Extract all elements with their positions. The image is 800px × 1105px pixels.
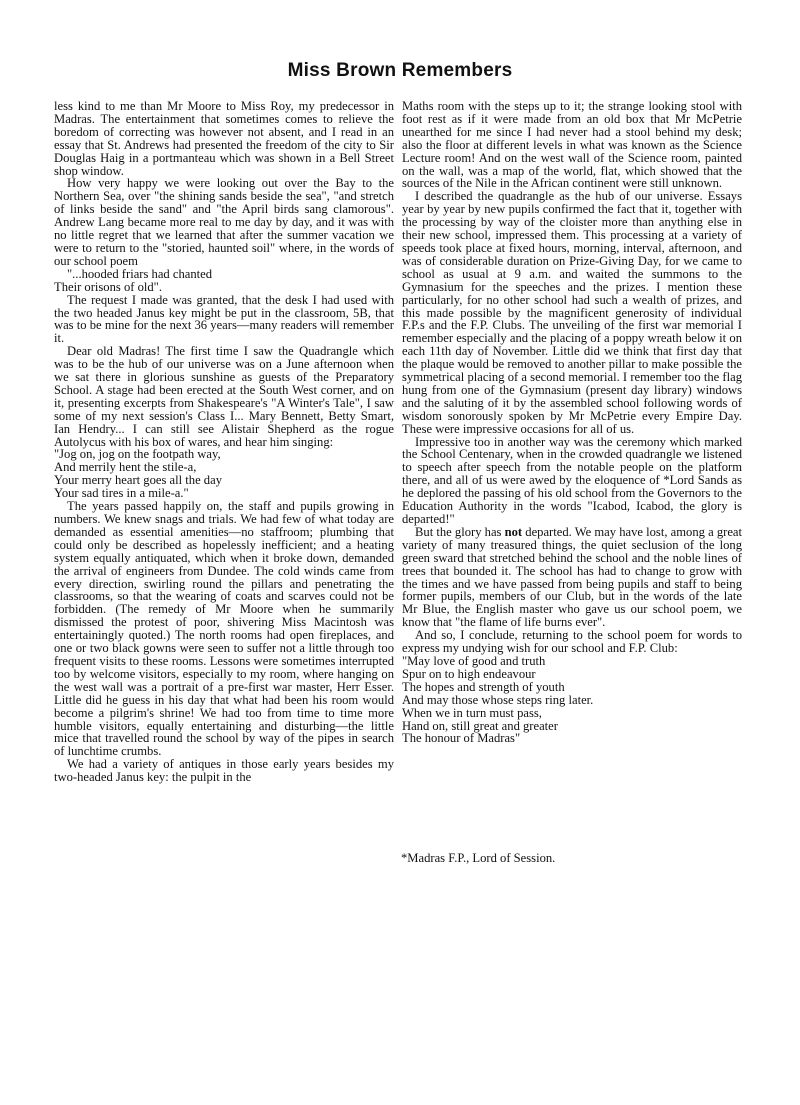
poem-line: Your merry heart goes all the day <box>54 473 222 488</box>
poem-line: And may those whose steps ring later. <box>402 692 594 707</box>
paragraph-text: But the glory has <box>415 524 505 539</box>
paragraph: Impressive too in another way was the ceremony which marked the School Centenary, when in the crowded quadrangle we listened to speech after speech from the notable people on the platform there, and all of us were awed by the eloquence of *Lord Sands as he deplored the passing of his old school from the Governors to the Education Authority in the words "Icabod, Icabod, the glory is departed!" <box>402 434 742 526</box>
paragraph: I described the quadrangle as the hub of our universe. Essays year by year by new pupils confirmed the fact that it, together with the processing by way of the cloister more than anything else in their new school, impressed them. This processing at a variety of speeds took place at fixed hours, morning, interval, afternoon, and was of considerable duration on Prize-Giving Day, for we came to school as usual at 9 a.m. and waited the summons to the Gymnasium for the speeches and the prizes. I mention these particularly, for no other school had such a wealth of prizes, and this made possible by the magnificent generosity of individual F.P.s and the F.P. Clubs. The unveiling of the first war memorial I remember especially and the placing of a poppy wreath below it on each 11th day of November. Little did we think that first day that the plaque would be removed to another pillar to make possible the symmetrical placing of a second memorial. I remember too the flag hung from one of the Gymnasium (present day library) windows and the saluting of it by the assembled school following words of wisdom sonorously spoken by Mr McPetrie every Empire Day. These were impressive occasions for all of us. <box>402 189 742 436</box>
poem-line: The hopes and strength of youth <box>402 679 565 694</box>
paragraph: The request I made was granted, that the desk I had used with the two headed Janus key might be put in the classroom, 5B, that was to be mine for the next 36 years—many readers will remember it. <box>54 292 394 346</box>
poem-line: "Jog on, jog on the footpath way, <box>54 447 221 462</box>
paragraph: The years passed happily on, the staff and pupils growing in numbers. We knew snags and trials. We had few of what today are demanded as essential amenities—no staffroom; plumbing that could only be described as hopelessly inefficient; and a heating system equally antiquated, which when it broke down, demanded the arrival of engineers from Dundee. The cold winds came from every direction, swirling round the pillars and penetrating the classrooms, so that the wearing of coats and scarves could not be forbidden. (The remedy of Mr Moore when he summarily dismissed the protest of poor, shivering Miss Macintosh was entertainingly quoted.) The north rooms had open fireplaces, and one or two black gowns were seen to suffer not a little through too frequent visits to these rooms. Lessons were sometimes interrupted too by welcome visitors, especially to my room, where hanging on the west wall was a portrait of a pre-first war master, Herr Esser. Little did he guess in his day that what had been his room would become a pilgrim's shrine! We had too from time to time more humble visitors, equally entertaining and disturbing—the little mice that travelled round the school by way of the pipes in search of lunchtime crumbs. <box>54 499 394 759</box>
paragraph: We had a variety of antiques in those early years besides my two-headed Janus key: the pulpit in the <box>54 757 394 785</box>
paragraph: Maths room with the steps up to it; the strange looking stool with foot rest as if it were made from an old box that Mr McPetrie unearthed for me since I had never had a stool behind my desk; also the floor at different levels in what was known as the Science Lecture room! And on the west wall of the Science room, painted on the wall, was a map of the world, flat, which showed that the sources of the Nile in the African continent were still unknown. <box>402 99 742 191</box>
paragraph: How very happy we were looking out over the Bay to the Northern Sea, over "the shining sands beside the sea", "and stretch of links beside the sand" and "the April birds sang clamorous". Andrew Lang became more real to me day by day, and it was with no little regret that we learned that after the summer vacation we were to return to the "storied, haunted soil" where, in the words of our school poem <box>54 176 394 268</box>
poem-line: Their orisons of old". <box>54 279 162 294</box>
poem-line: And merrily hent the stile-a, <box>54 460 197 475</box>
poem-line: Your sad tires in a mile-a." <box>54 486 189 501</box>
footnote: *Madras F.P., Lord of Session. <box>401 851 556 865</box>
poem-line: Hand on, still great and greater <box>402 718 558 733</box>
poem-line: The honour of Madras" <box>402 731 521 746</box>
paragraph: Dear old Madras! The first time I saw the Quadrangle which was to be the hub of our universe was on a June afternoon when we sat there in glorious sunshine as guests of the Preparatory School. A stage had been erected at the South West corner, and on it, presenting excerpts from Shakespeare's "A Winter's Tale", I saw some of my next session's Class I... Mary Bennett, Betty Smart, Ian Hendry... I can still see Alistair Shepherd as the rogue Autolycus with his box of wares, and hear him singing: <box>54 344 394 449</box>
poem-line: When we in turn must pass, <box>402 705 542 720</box>
emphasis-text: not <box>504 524 523 539</box>
paragraph <box>402 526 742 629</box>
poem-line: "May love of good and truth <box>402 653 546 668</box>
paragraph: And so, I conclude, returning to the school poem for words to express my undying wish for our school and F.P. Club: <box>402 628 742 656</box>
poem-line: Spur on to high endeavour <box>402 666 536 681</box>
right-column <box>402 100 742 745</box>
left-column <box>54 100 394 784</box>
paragraph: less kind to me than Mr Moore to Miss Roy, my predecessor in Madras. The entertainment that sometimes comes to relieve the boredom of correcting was however not absent, and I read in an essay that St. Andrews had presented the freedom of the city to Sir Douglas Haig in a portmanteau which was shown in a Bell Street shop window. <box>54 99 394 178</box>
article-title: Miss Brown Remembers <box>287 60 513 81</box>
paragraph-text: departed. We may have lost, among a great variety of many treasured things, the quiet seclusion of the long green sward that stretched behind the school and the noble lines of trees that bounded it. The school has had to change to grow with the times and we have passed from being pupils and staff to being former pupils, members of our Club, but in the words of the late Mr Blue, the English master who gave us our school poem, we know that "the flame of life burns ever". <box>402 524 742 630</box>
poem-line: "...hooded friars had chanted <box>67 266 213 281</box>
